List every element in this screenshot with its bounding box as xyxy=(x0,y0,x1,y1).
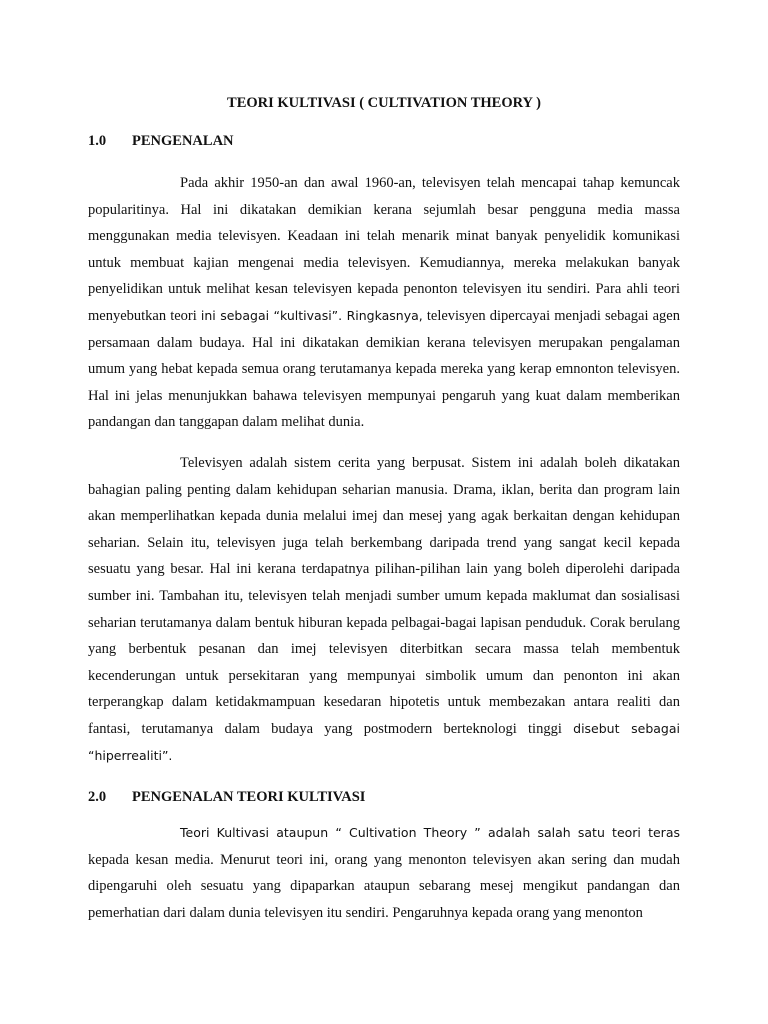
section-heading-1 xyxy=(88,131,234,151)
section-number: 2.0 xyxy=(88,789,107,805)
paragraph-1 xyxy=(88,170,680,436)
document-title: TEORI KULTIVASI ( CULTIVATION THEORY ) xyxy=(227,95,541,111)
paragraph-2 xyxy=(88,450,680,769)
paragraph-text: televisyen dipercayai menjadi sebagai agen persamaan dalam budaya. Hal ini dikatakan demikian kerana televisyen merupakan pengalaman umum yang hebat kepada semua orang terutamanya kepada mereka yang kerap emnonton televisyen. Hal ini jelas menunjukkan bahawa televisyen mempunyai pengaruh yang kuat dalam memberikan pandangan dan tanggapan dalam melihat dunia. xyxy=(88,307,680,431)
paragraph-text: Pada akhir 1950-an dan awal 1960-an, televisyen telah mencapai tahap kemuncak popularitinya. Hal ini dikatakan demikian kerana sejumlah besar pengguna media massa menggunakan media televisyen. Keadaan ini telah menarik minat banyak penyelidik komunikasi untuk membuat kajian mengenai media televisyen. Kemudiannya, mereka melakukan banyak penyelidikan untuk melihat kesan televisyen kepada penonton televisyen itu sendiri. Para ahli teori menyebutkan teori xyxy=(88,175,680,324)
paragraph-text-sans: Teori Kultivasi ataupun “ Cultivation Theory ” adalah salah satu teori teras xyxy=(180,825,680,840)
paragraph-text-sans: ini sebagai “kultivasi”. Ringkasnya, xyxy=(200,307,423,323)
paragraph-3 xyxy=(88,820,680,926)
section-number: 1.0 xyxy=(88,133,107,149)
paragraph-text: Televisyen adalah sistem cerita yang berpusat. Sistem ini adalah boleh dikatakan bahagian paling penting dalam kehidupan seharian manusia. Drama, iklan, berita dan program lain akan memperlihatkan kepada dunia melalui imej dan mesej yang agak berkaitan dengan kehidupan seharian. Selain itu, televisyen juga telah berkembang daripada trend yang sangat kecil kepada sesuatu yang besar. Hal ini kerana terdapatnya pilihan-pilihan lain yang boleh diperolehi daripada sumber ini. Tambahan itu, televisyen telah menjadi sumber umum kepada maklumat dan sosialisasi seharian terutamanya dalam bentuk hiburan kepada pelbagai-bagai lapisan penduduk. Corak berulang yang berbentuk pesanan dan imej televisyen diterbitkan secara massa telah membentuk kecenderungan untuk persekitaran yang mempunyai simbolik umum dan penonton ini akan terperangkap dalam ketidakmampuan kesedaran hipotetis untuk membezakan antara realiti dan fantasi, terutamanya dalam budaya yang postmodern berteknologi tinggi xyxy=(88,455,680,737)
section-title: PENGENALAN TEORI KULTIVASI xyxy=(132,789,366,805)
paragraph-text-sans: disebut sebagai “hiperrealiti”. xyxy=(88,720,680,763)
section-title: PENGENALAN xyxy=(132,133,234,149)
paragraph-text: kepada kesan media. Menurut teori ini, orang yang menonton televisyen akan sering dan mudah dipengaruhi oleh sesuatu yang dipaparkan ataupun sebarang mesej mengikut pandangan dan pemerhatian dari dalam dunia televisyen itu sendiri. Pengaruhnya kepada orang yang menonton xyxy=(88,851,680,921)
section-heading-2 xyxy=(88,787,365,807)
